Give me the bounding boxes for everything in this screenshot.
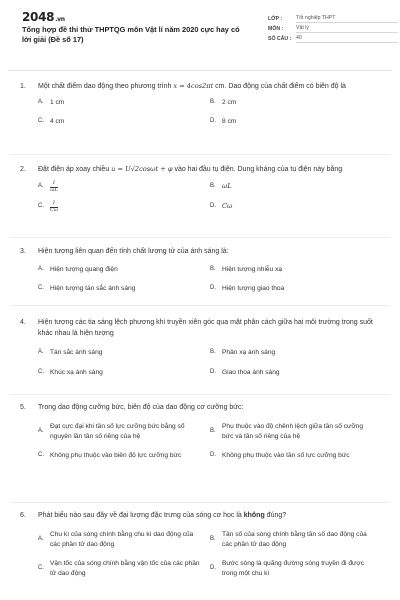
- option-b[interactable]: [210, 98, 382, 108]
- option-fraction: [50, 201, 58, 213]
- question-number: 2.: [20, 166, 26, 173]
- option-c[interactable]: [38, 368, 210, 378]
- option-letter: C.: [38, 452, 44, 458]
- option-c[interactable]: [38, 284, 210, 294]
- option-letter: C.: [38, 564, 44, 571]
- option-letter: C.: [38, 284, 44, 291]
- stem-math: u = U√2cosωt + φ: [111, 165, 173, 173]
- question-4: [20, 317, 382, 377]
- question-stem: [20, 81, 382, 92]
- option-text: Hiện tượng quang điện: [50, 266, 118, 273]
- option-text: 1 cm: [50, 99, 65, 106]
- option-letter: B.: [210, 349, 216, 355]
- option-text: Giao thoa ánh sáng: [222, 368, 280, 376]
- option-letter: B.: [210, 99, 216, 105]
- option-text: Không phụ thuộc vào biên độ lực cưỡng bức: [50, 452, 182, 459]
- question-number: 1.: [20, 83, 26, 90]
- option-d[interactable]: [210, 559, 382, 578]
- question-2: [20, 164, 382, 213]
- fraction-numerator: 1: [52, 180, 56, 186]
- option-letter: D.: [210, 452, 216, 458]
- options: [38, 265, 382, 293]
- question-number: 4.: [20, 319, 26, 326]
- options: [38, 181, 382, 213]
- option-b[interactable]: [210, 530, 382, 549]
- meta-row-class: [268, 13, 398, 23]
- option-c[interactable]: [38, 201, 210, 213]
- meta-row-count: [268, 33, 398, 43]
- option-b[interactable]: [210, 422, 382, 441]
- options: [38, 530, 382, 578]
- option-letter: A.: [38, 99, 44, 105]
- question-divider: [10, 394, 390, 395]
- stem-text: Phát biểu nào sau đây về đại lượng đặc trưng của sóng cơ học là: [38, 512, 244, 519]
- option-letter: D.: [210, 368, 216, 375]
- option-letter: B.: [210, 183, 216, 190]
- meta-value: Vật lý: [296, 25, 398, 33]
- option-d[interactable]: [210, 201, 382, 213]
- question-stem: [20, 510, 382, 521]
- option-text: Bước sóng là quãng đường sóng truyền đi được trong một chu kì: [222, 560, 365, 577]
- option-text: Hiện tượng tán sắc ánh sáng: [50, 284, 136, 292]
- option-d[interactable]: [210, 368, 382, 378]
- option-fraction: [50, 181, 58, 193]
- option-c[interactable]: [38, 117, 210, 127]
- option-b[interactable]: [210, 181, 382, 193]
- fraction-denominator: ωL: [50, 187, 58, 193]
- option-letter: B.: [210, 266, 216, 272]
- option-c[interactable]: [38, 559, 210, 578]
- meta-key: MÔN :: [268, 26, 284, 32]
- logo-sub: .vn: [55, 16, 65, 23]
- option-math: Cω: [222, 202, 233, 211]
- option-letter: D.: [210, 564, 216, 571]
- question-1: [20, 81, 382, 126]
- option-text: Tán sắc ánh sáng: [50, 349, 103, 356]
- option-text: Khúc xạ ánh sáng: [50, 368, 103, 376]
- option-a[interactable]: [38, 181, 210, 193]
- header-divider: [8, 70, 392, 71]
- option-d[interactable]: [210, 117, 382, 127]
- option-text: Phụ thuộc vào độ chênh lệch giữa tần số cưỡng bức và tần số riêng của hệ: [222, 423, 364, 440]
- option-text: Vận tốc của sóng chính bằng vận tốc của các phần tử dao động: [50, 560, 200, 577]
- document-title: Tổng hợp đề thi thử THPTQG môn Vật lí năm 2020 cực hay có lời giải (Đề số 17): [22, 25, 240, 44]
- stem-text: đúng?: [264, 512, 287, 519]
- question-stem: [20, 402, 382, 413]
- stem-text: Đặt điện áp xoay chiều: [38, 166, 112, 173]
- option-letter: A.: [38, 427, 44, 434]
- option-text: Chu kì của sóng chính bằng chu kì dao động của các phần tử dao động: [50, 531, 194, 548]
- option-letter: A.: [38, 349, 44, 355]
- stem-text: Hiện tượng liên quan đến tính chất lượng tử của ánh sáng là:: [38, 248, 229, 255]
- option-d[interactable]: [210, 284, 382, 294]
- option-letter: D.: [210, 117, 216, 124]
- stem-text: Hiện tượng các tia sáng lệch phương khi truyền xiên góc qua mặt phân cách giữa hai môi trường trong suốt khác nhau là hiện tượng: [38, 319, 373, 337]
- question-number: 3.: [20, 248, 26, 255]
- question-divider: [10, 154, 390, 155]
- option-a[interactable]: [38, 265, 210, 275]
- question-divider: [10, 237, 390, 238]
- meta-key: LỚP :: [268, 16, 283, 22]
- question-stem: [20, 317, 382, 339]
- option-math: ωL: [222, 182, 232, 191]
- option-a[interactable]: [38, 98, 210, 108]
- option-text: 4 cm: [50, 117, 65, 125]
- option-letter: A.: [38, 266, 44, 272]
- meta-value: 40: [296, 35, 398, 43]
- option-text: 8 cm: [222, 117, 237, 125]
- option-a[interactable]: [38, 348, 210, 358]
- option-letter: C.: [38, 203, 44, 210]
- logo-main: 2048: [22, 10, 55, 24]
- option-text: Hiện tượng nhiễu xạ: [222, 266, 283, 273]
- option-letter: A.: [38, 535, 44, 542]
- header: [14, 0, 386, 66]
- question-stem: [20, 246, 382, 257]
- option-b[interactable]: [210, 348, 382, 358]
- option-d[interactable]: [210, 451, 382, 461]
- question-stem: [20, 164, 382, 175]
- question-number: 5.: [20, 404, 26, 411]
- fraction-numerator: 1: [52, 200, 56, 206]
- option-letter: A.: [38, 183, 44, 190]
- options: [38, 422, 382, 461]
- option-text: Phản xạ ánh sáng: [222, 349, 276, 356]
- meta-value: Tốt nghiệp THPT: [296, 15, 398, 23]
- option-letter: C.: [38, 368, 44, 375]
- stem-text: cm. Dao động của chất điểm có biên độ là: [213, 83, 346, 90]
- options: [38, 98, 382, 126]
- option-text: 2 cm: [222, 99, 237, 106]
- question-5: [20, 402, 382, 461]
- options: [38, 348, 382, 377]
- site-logo[interactable]: [22, 10, 65, 24]
- meta-info: [268, 13, 398, 43]
- option-text: Không phụ thuộc vào tần số lực cưỡng bức: [222, 452, 350, 459]
- question-3: [20, 246, 382, 293]
- option-c[interactable]: [38, 451, 210, 461]
- question-divider: [10, 305, 390, 306]
- option-text: Tần số của sóng chính bằng tần số dao động của các phần tử dao động: [222, 531, 367, 548]
- option-letter: B.: [210, 535, 216, 542]
- meta-row-subject: [268, 23, 398, 33]
- option-letter: C.: [38, 117, 44, 124]
- stem-math: x = 4cos2πt: [173, 82, 214, 90]
- stem-text: Một chất điểm dao động theo phương trình: [38, 83, 174, 90]
- option-b[interactable]: [210, 265, 382, 275]
- fraction-denominator: Cω: [50, 207, 58, 213]
- option-letter: B.: [210, 427, 216, 434]
- option-letter: D.: [210, 203, 216, 210]
- question-6: [20, 510, 382, 578]
- stem-keyword: không: [243, 512, 265, 519]
- question-number: 6.: [20, 512, 26, 519]
- option-letter: D.: [210, 284, 216, 291]
- question-divider: [10, 502, 390, 503]
- stem-text: vào hai đầu tụ điện. Dung kháng của tụ điện này bằng: [172, 166, 343, 173]
- stem-text: Trong dao động cưỡng bức, biên độ của dao động cơ cưỡng bức:: [38, 404, 244, 411]
- option-text: Hiện tượng giao thoa: [222, 284, 285, 292]
- option-text: Đạt cực đại khi tần số lực cưỡng bức bằng số nguyên lần tần số riêng của hệ: [50, 423, 185, 440]
- option-a[interactable]: [38, 530, 210, 549]
- option-a[interactable]: [38, 422, 210, 441]
- meta-key: SỐ CÂU :: [268, 36, 292, 42]
